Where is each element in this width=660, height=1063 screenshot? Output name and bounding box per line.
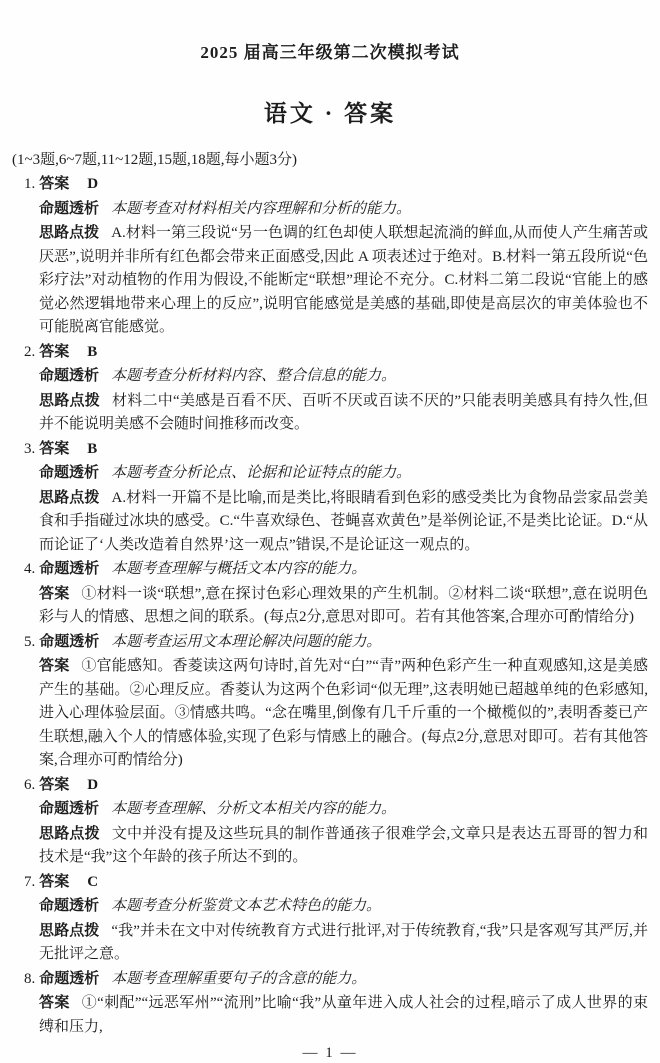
answer-letter-row [24, 437, 648, 462]
row-label: 思路点拨 [39, 488, 100, 506]
row-label: 思路点拨 [39, 824, 100, 842]
answer-item-2 [12, 340, 648, 437]
row-text: B [87, 343, 98, 360]
row-text: A.材料一开篇不是比喻,而是类比,将眼睛看到色彩的感受类比为食物品尝家品尝美食和手指碰过冰块的感受。C.“牛喜欢绿色、苍蝇喜欢黄色”是举例论证,不是类比论证。D.“从而论证了‘人类改造着自然界’这一观点”错误,不是论证这一观点的。 [39, 489, 648, 553]
row-label: 答案 [39, 584, 70, 602]
answer-letter-row [24, 870, 648, 895]
row-text: 本题考查理解重要句子的含意的能力。 [111, 970, 367, 987]
guidance-row [39, 919, 648, 967]
row-text: 本题考查理解、分析文本相关内容的能力。 [111, 801, 397, 818]
item-number: 5. [24, 633, 36, 650]
answer-item-3 [12, 437, 648, 558]
row-label: 答案 [39, 175, 70, 193]
exam-title: 2025 届高三年级第二次模拟考试 [200, 43, 460, 62]
row-label: 命题透析 [39, 464, 100, 482]
row-text: 本题考查理解与概括文本内容的能力。 [111, 561, 367, 578]
answer-item-7 [12, 870, 648, 967]
analysis-row [39, 894, 648, 919]
row-label: 答案 [39, 657, 70, 675]
answer-key-page [0, 42, 660, 1062]
answer-letter-row [24, 773, 648, 798]
row-label: 答案 [39, 994, 70, 1012]
answer-item-4 [12, 557, 648, 630]
row-text: D [87, 176, 99, 193]
row-label: 命题透析 [39, 199, 100, 217]
answer-items [12, 172, 648, 1039]
scoring-note: (1~3题,6~7题,11~12题,15题,18题,每小题3分) [12, 151, 298, 168]
row-text: ①官能感知。香菱读这两句诗时,首先对“白”“青”两种色彩产生一种直观感知,这是美感产生的基础。②心理反应。香菱认为这两个色彩词“似无理”,这表明她已超越单纯的色彩感知,进入心理体验层面。③情感共鸣。“念在嘴里,倒像有几千斤重的一个橄榄似的”,表明香菱已产生联想,融入个人的情感体验,实现了色彩与情感上的融合。(每点2分,意思对即可。若有其他答案,合理亦可酌情给分) [39, 658, 648, 769]
row-text: ①“刺配”“远恶军州”“流刑”比喻“我”从童年进入成人社会的过程,暗示了成人世界的束缚和压力, [39, 995, 648, 1035]
row-label: 思路点拨 [39, 391, 100, 409]
analysis-row [24, 557, 648, 582]
answer-text-row [39, 654, 648, 773]
item-number: 6. [24, 776, 36, 793]
row-text: C [87, 873, 99, 890]
row-label: 答案 [39, 439, 70, 457]
item-number: 2. [24, 343, 36, 360]
row-text: A.材料一第三段说“另一色调的红色却使人联想起流淌的鲜血,从而使人产生痛苦或厌恶”,说明并非所有红色都会带来正面感受,因此 A 项表述过于绝对。B.材料一第五段所说“色彩疗法”对动植物的作用为假设,不能断定“联想”理论不充分。C.材料二第二段说“官能上的感觉必然逻辑地带来心理上的反应”,说明官能感觉是美感的基础,即使是高层次的审美体验也不可能脱离官能感觉。 [39, 225, 648, 336]
item-number: 4. [24, 561, 36, 578]
row-text: 本题考查分析鉴赏文本艺术特色的能力。 [111, 898, 382, 915]
row-label: 命题透析 [39, 632, 100, 650]
analysis-row [24, 630, 648, 655]
item-number: 3. [24, 440, 36, 457]
guidance-row [39, 486, 648, 558]
item-number: 8. [24, 970, 36, 987]
row-text: ①材料一谈“联想”,意在探讨色彩心理效果的产生机制。②材料二谈“联想”,意在说明色彩与人的情感、思想之间的联系。(每点2分,意思对即可。若有其他答案,合理亦可酌情给分) [39, 585, 648, 626]
answer-letter-row [24, 172, 648, 197]
answer-text-row [39, 582, 648, 630]
page-number: — 1 — [302, 1045, 358, 1062]
subject-title: 语文 · 答案 [263, 101, 397, 127]
row-label: 命题透析 [39, 367, 100, 385]
row-text: 文中并没有提及这些玩具的制作普通孩子很难学会,文章只是表达五哥哥的智力和技术是“我”这个年龄的孩子所达不到的。 [39, 825, 648, 866]
row-label: 答案 [39, 342, 70, 360]
analysis-row [39, 797, 648, 822]
analysis-row [39, 197, 648, 222]
answer-item-1 [12, 172, 648, 340]
row-label: 答案 [39, 775, 70, 793]
row-label: 答案 [39, 872, 70, 890]
row-text: D [87, 776, 99, 793]
row-text: B [87, 440, 98, 457]
analysis-row [39, 461, 648, 486]
guidance-row [39, 389, 648, 437]
analysis-row [39, 364, 648, 389]
row-text: 本题考查分析材料内容、整合信息的能力。 [111, 368, 397, 385]
row-label: 命题透析 [39, 560, 100, 578]
analysis-row [24, 967, 648, 992]
answer-letter-row [24, 340, 648, 365]
guidance-row [39, 221, 648, 340]
item-number: 1. [24, 176, 36, 193]
row-label: 命题透析 [39, 800, 100, 818]
row-label: 思路点拨 [39, 921, 100, 939]
row-label: 命题透析 [39, 897, 100, 915]
row-text: 本题考查分析论点、论据和论证特点的能力。 [111, 465, 412, 482]
row-text: 材料二中“美感是百看不厌、百听不厌或百读不厌的”只能表明美感具有持久性,但并不能说明美感不会随时间推移而改变。 [39, 392, 648, 433]
answer-item-5 [12, 630, 648, 773]
row-text: “我”并未在文中对传统教育方式进行批评,对于传统教育,“我”只是客观写其严厉,并无批评之意。 [39, 922, 648, 963]
guidance-row [39, 822, 648, 870]
answer-item-6 [12, 773, 648, 870]
item-number: 7. [24, 873, 36, 890]
answer-text-row [39, 991, 648, 1039]
row-label: 命题透析 [39, 969, 100, 987]
row-label: 思路点拨 [39, 224, 100, 242]
row-text: 本题考查对材料相关内容理解和分析的能力。 [111, 200, 412, 217]
row-text: 本题考查运用文本理论解决问题的能力。 [111, 633, 382, 650]
